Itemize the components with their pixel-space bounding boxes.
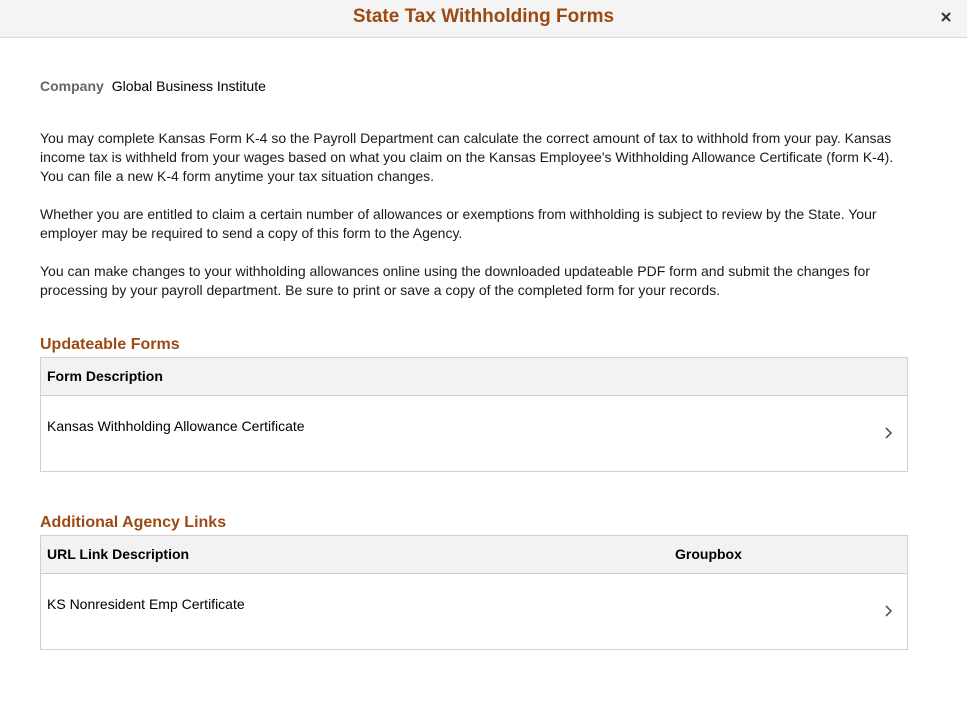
grid-header — [41, 358, 907, 396]
intro-paragraph-2: Whether you are entitled to claim a certain number of allowances or exemptions from withholding is subject to review by the State. Your employer may be required to send a copy of this form to the Agency. — [40, 206, 877, 241]
page-header — [0, 0, 967, 38]
grid-header — [41, 536, 907, 574]
url-link-description-cell: KS Nonresident Emp Certificate — [47, 596, 245, 612]
company-label: Company — [40, 78, 104, 94]
updateable-forms-title: Updateable Forms — [40, 336, 180, 353]
form-description-cell: Kansas Withholding Allowance Certificate — [47, 418, 305, 434]
agency-links-grid — [40, 535, 908, 650]
page-title: State Tax Withholding Forms — [352, 6, 615, 27]
intro-paragraph-1: You may complete Kansas Form K-4 so the Payroll Department can calculate the correct amount of tax to withhold from your pay. Kansas income tax is withheld from your wages based on what you claim on the Kansas Employee's Withholding Allowance Certificate (form K-4). You can file a new K-4 form anytime your tax situation changes. — [40, 130, 894, 184]
intro-paragraph-3: You can make changes to your withholding allowances online using the downloaded updateable PDF form and submit the changes for processing by your payroll department. Be sure to print or save a copy of the completed form for your records. — [40, 263, 870, 298]
chevron-right-icon — [881, 426, 895, 440]
chevron-right-icon — [881, 604, 895, 618]
column-header-groupbox: Groupbox — [675, 546, 742, 562]
company-field — [40, 78, 266, 94]
updateable-forms-grid — [40, 357, 908, 472]
table-row[interactable] — [41, 574, 907, 649]
column-header-url-link-description: URL Link Description — [47, 546, 190, 562]
company-value: Global Business Institute — [111, 78, 266, 94]
agency-links-title: Additional Agency Links — [40, 514, 227, 531]
close-icon[interactable] — [939, 8, 953, 26]
table-row[interactable] — [41, 396, 907, 471]
column-header-form-description: Form Description — [47, 368, 163, 384]
